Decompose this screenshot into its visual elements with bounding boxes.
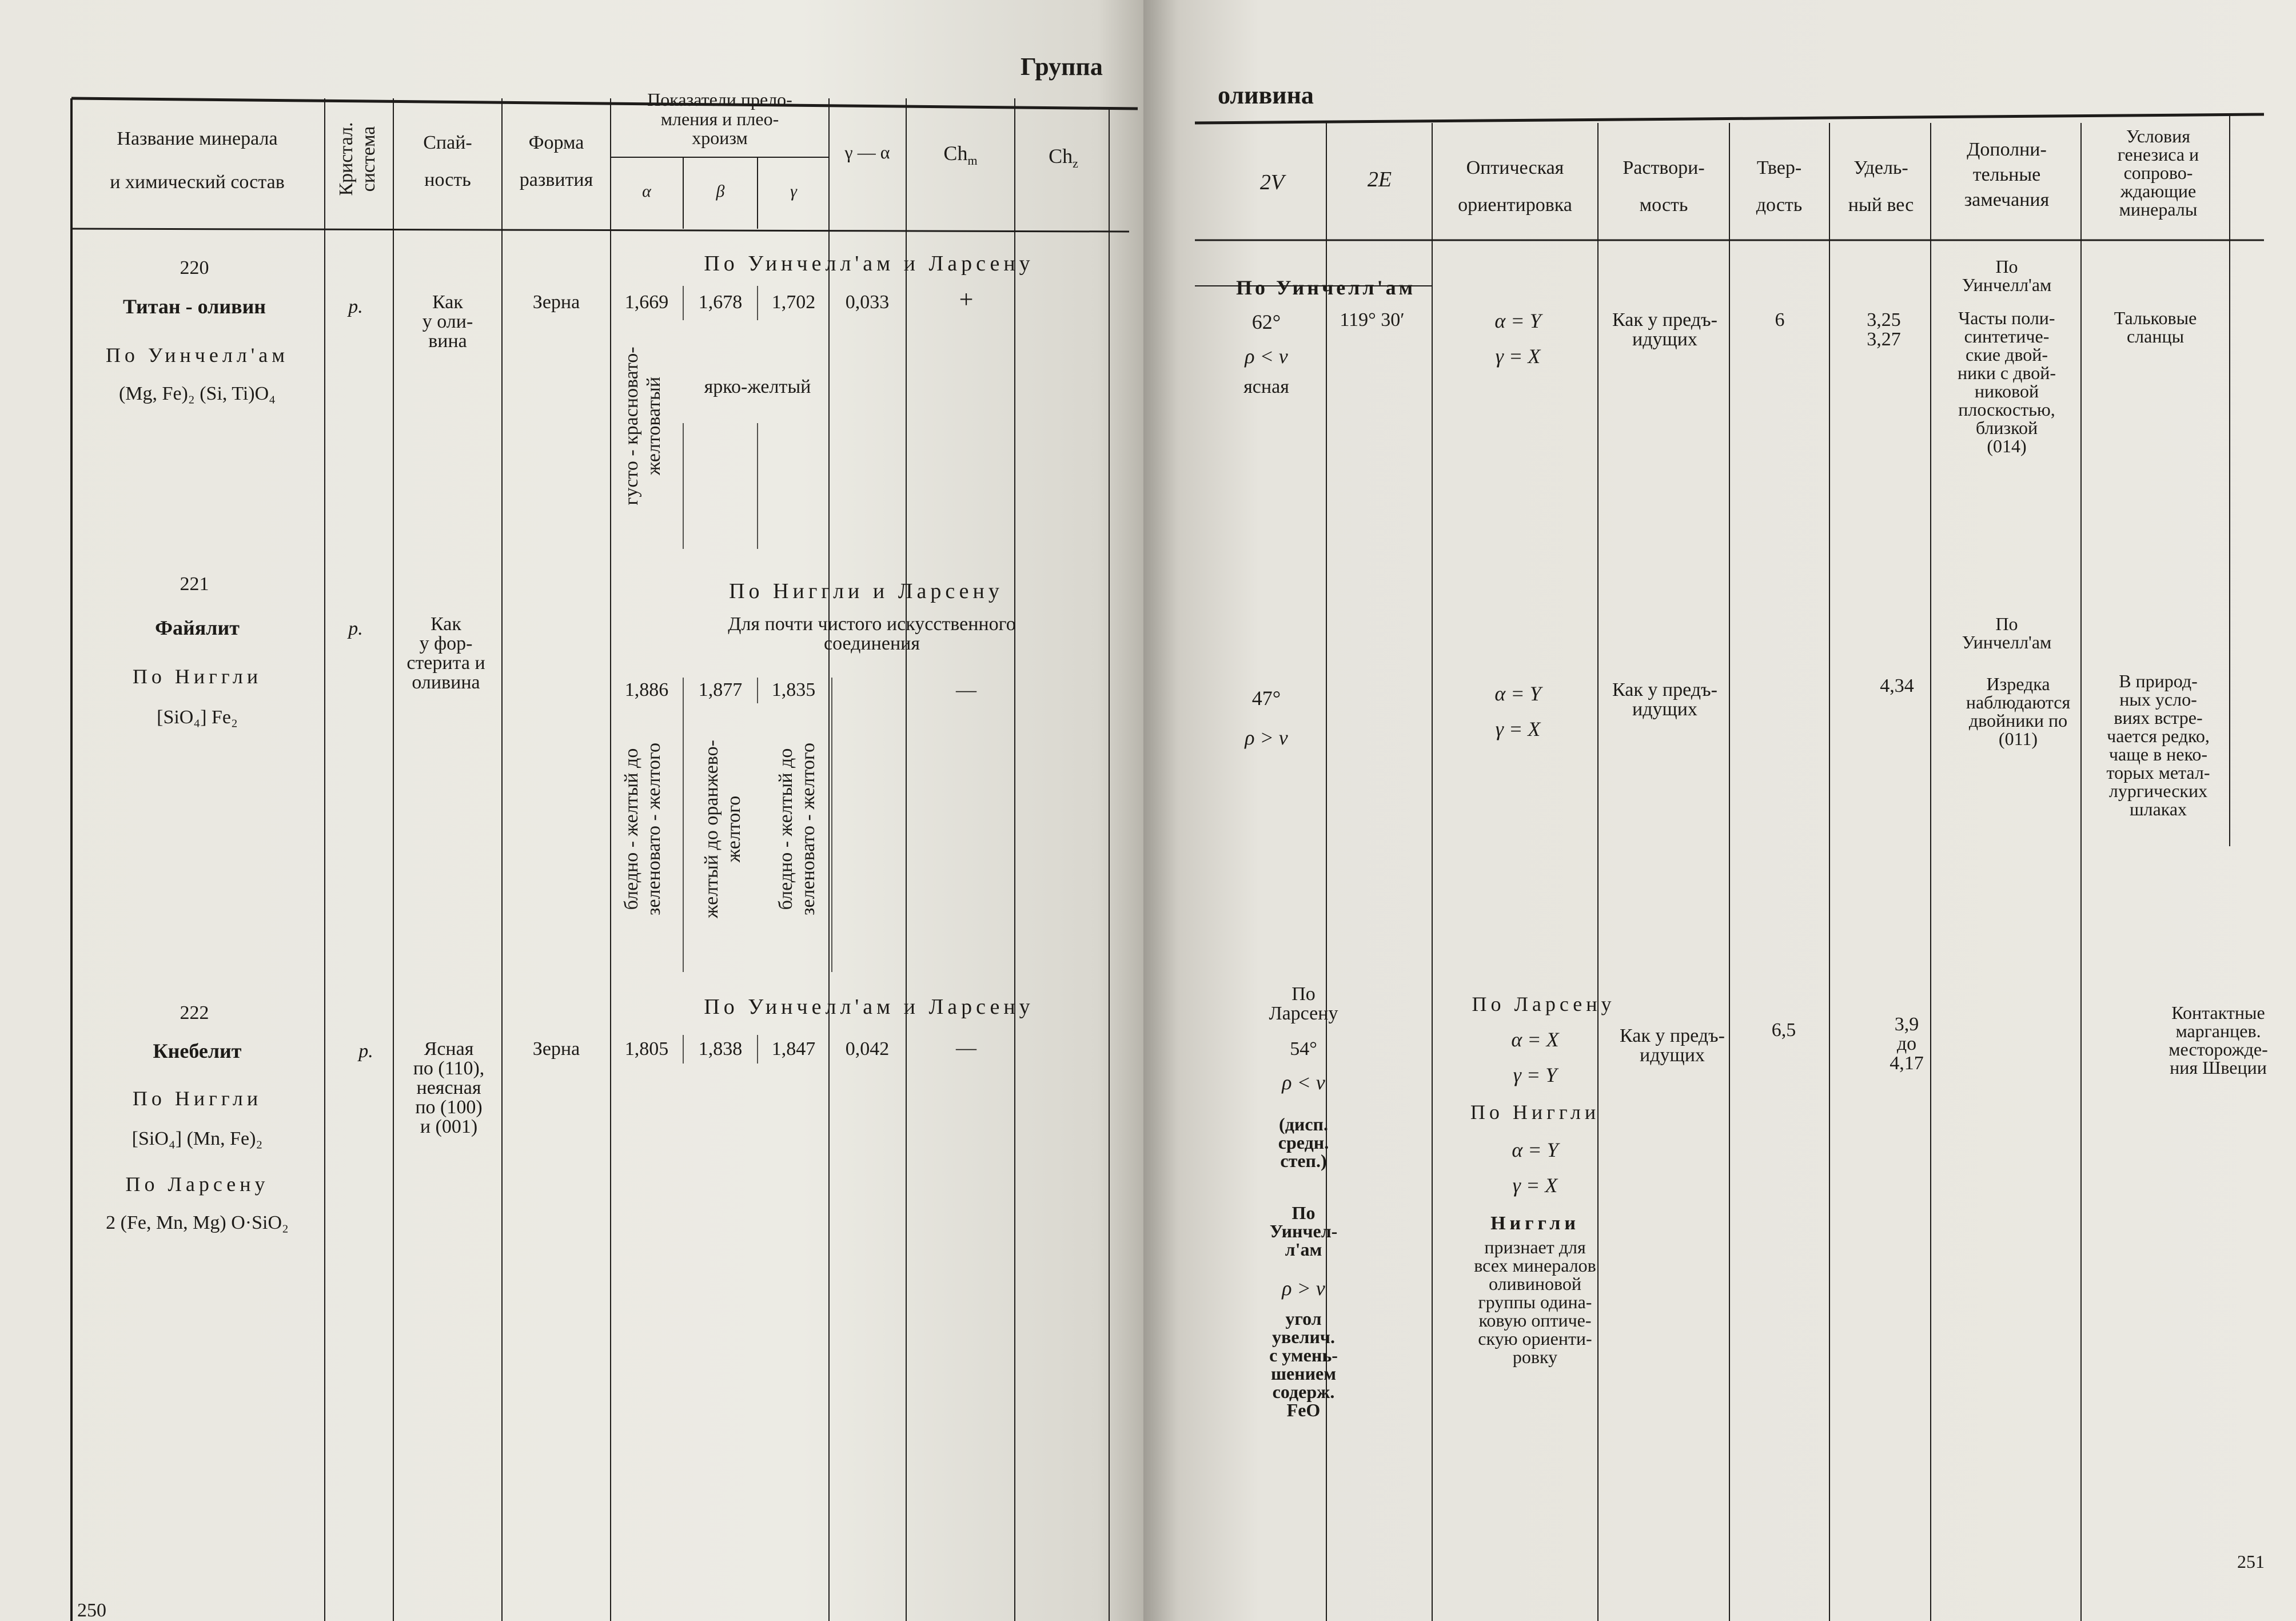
group-title-right: оливина xyxy=(1218,81,1314,109)
mineral-221-dispersion: ρ > v xyxy=(1245,726,1288,749)
mineral-221-name: Файялит xyxy=(155,616,240,639)
header-name-line2: и химический состав xyxy=(110,172,285,193)
mineral-220-birefringence: 0,033 xyxy=(845,292,890,313)
mineral-221-density: 4,34 xyxy=(1880,675,1914,696)
header-chz: $Ch_z$ xyxy=(1049,145,1078,171)
mineral-220-notes-source: По Уинчелл'ам xyxy=(1962,256,2052,295)
mineral-220-notes: Часты поли- синтетиче- ские двой- ники с двой- никовой плоскостью, близкой (014) xyxy=(1957,308,2056,456)
header-solubility: Раствори- мость xyxy=(1623,157,1705,216)
mineral-220-pleochroism-alpha: густо - красновато- желтоватый xyxy=(621,346,665,505)
left-table-rules xyxy=(0,0,1143,1621)
mineral-222-beta: 1,838 xyxy=(698,1038,743,1060)
mineral-222-source: По Ниггли xyxy=(132,1087,262,1110)
mineral-222-section-source: По Уинчелл'ам и Ларсену xyxy=(704,995,1034,1019)
mineral-220-formula: (Mg, Fe)₂ (Si, Ti)O₄ xyxy=(118,383,276,404)
mineral-222-chm: — xyxy=(956,1036,976,1059)
mineral-221-formula: [SiO₄] Fe₂ xyxy=(157,707,238,728)
mineral-221-section-note: Для почти чистого искусственного соединения xyxy=(728,614,1016,654)
mineral-221-section-source: По Ниггли и Ларсену xyxy=(729,579,1003,603)
mineral-221-source: По Ниггли xyxy=(132,665,262,688)
header-genesis: Условия генезиса и сопрово- ждающие минералы xyxy=(2117,126,2199,220)
mineral-222-dispersion-b: ρ > v xyxy=(1282,1277,1325,1300)
mineral-220-pleochroism-beta: ярко-желтый xyxy=(704,376,811,397)
header-birefringence: γ — α xyxy=(844,142,890,162)
header-beta: β xyxy=(716,182,725,201)
mineral-221-notes-source: По Уинчелл'ам xyxy=(1962,614,2052,652)
left-page xyxy=(0,0,1143,1621)
mineral-220-number: 220 xyxy=(180,257,209,278)
mineral-221-alpha: 1,886 xyxy=(624,679,669,700)
group-title-left: Группа xyxy=(1021,53,1103,81)
mineral-220-system: р. xyxy=(348,296,363,317)
mineral-220-source: По Уинчелл'ам xyxy=(105,344,289,367)
header-cleavage: Спай- ность xyxy=(423,132,472,190)
mineral-220-2e: 119° 30′ xyxy=(1340,309,1405,330)
mineral-220-alpha: 1,669 xyxy=(624,292,669,313)
header-gamma: γ xyxy=(790,182,797,201)
header-crystal-system: Кристал. система xyxy=(336,122,380,196)
mineral-221-number: 221 xyxy=(180,573,209,595)
mineral-222-optical-source-2: По Ниггли xyxy=(1470,1101,1600,1124)
mineral-222-solubility: Как у предъ- идущих xyxy=(1620,1025,1725,1066)
mineral-220-2v: 62° xyxy=(1251,310,1281,333)
mineral-222-number: 222 xyxy=(180,1002,209,1023)
header-alpha: α xyxy=(642,182,651,201)
mineral-220-form: Зерна xyxy=(532,292,580,313)
mineral-221-solubility: Как у предъ- идущих xyxy=(1612,679,1717,720)
mineral-221-pleochroism-alpha: бледно - желтый до зеленовато - желтого xyxy=(621,743,665,915)
mineral-222-source-2: По Ларсену xyxy=(125,1173,269,1196)
mineral-222-dispersion-note: (дисп. средн. степ.) xyxy=(1278,1114,1329,1171)
mineral-222-system: р. xyxy=(358,1041,373,1062)
header-notes: Дополни- тельные замечания xyxy=(1964,139,2050,211)
mineral-221-pleochroism-gamma: бледно - желтый до зеленовато - желтого xyxy=(775,743,819,915)
mineral-222-optical-source-3: Ниггли xyxy=(1490,1213,1580,1234)
mineral-222-form: Зерна xyxy=(532,1038,580,1060)
mineral-220-cleavage: Как у оли- вина xyxy=(422,292,473,352)
mineral-222-formula: [SiO₄] (Mn, Fe)₂ xyxy=(131,1128,263,1149)
mineral-221-chm: — xyxy=(956,678,976,701)
mineral-222-formula-2: 2 (Fe, Mn, Mg) O·SiO₂ xyxy=(106,1212,289,1233)
header-name-line1: Название минерала xyxy=(117,128,278,149)
mineral-222-optical-source-1: По Ларсену xyxy=(1472,993,1616,1015)
mineral-222-optical-3: α = Y xyxy=(1512,1138,1558,1161)
mineral-221-gamma: 1,835 xyxy=(771,679,816,700)
header-2e: 2E xyxy=(1367,168,1392,192)
mineral-221-cleavage: Как у фор- стерита и оливина xyxy=(406,614,485,693)
mineral-220-name: Титан - оливин xyxy=(122,295,266,318)
header-2v: 2V xyxy=(1259,170,1285,194)
mineral-222-dispersion: ρ < v xyxy=(1282,1071,1325,1094)
mineral-221-notes: Изредка наблюдаются двойники по (011) xyxy=(1966,674,2071,749)
mineral-222-optical-2: γ = Y xyxy=(1513,1064,1557,1086)
mineral-222-angle-note: угол увелич. с умень- шением содерж. FeO xyxy=(1269,1308,1338,1420)
mineral-222-right-source: По Ларсену xyxy=(1269,983,1338,1024)
mineral-222-2v: 54° xyxy=(1290,1038,1317,1060)
mineral-220-optical-1: α = Y xyxy=(1494,309,1541,332)
mineral-220-genesis: Тальковые сланцы xyxy=(2114,308,2197,346)
mineral-220-solubility: Как у предъ- идущих xyxy=(1612,309,1717,350)
mineral-222-hardness: 6,5 xyxy=(1771,1019,1796,1041)
mineral-222-gamma: 1,847 xyxy=(771,1038,816,1060)
mineral-220-density: 3,25 3,27 xyxy=(1867,309,1901,350)
header-chm: $Ch_m$ xyxy=(943,142,978,168)
mineral-220-chm: + xyxy=(959,285,974,313)
mineral-222-optical-note: признает для всех минералов оливиновой группы одина- ковую оптиче- скую ориенти- ровку xyxy=(1474,1237,1596,1367)
mineral-222-name: Кнебелит xyxy=(153,1039,242,1062)
header-density: Удель- ный вес xyxy=(1848,157,1914,216)
mineral-221-2v: 47° xyxy=(1251,687,1281,710)
mineral-222-genesis: Контактные марганцев. месторожде- ния Швеции xyxy=(2169,1002,2268,1078)
mineral-222-cleavage: Ясная по (110), неясная по (100) и (001) xyxy=(413,1038,485,1137)
mineral-222-optical-4: γ = X xyxy=(1512,1174,1558,1197)
mineral-221-optical-1: α = Y xyxy=(1494,682,1541,705)
header-refraction: Показатели прело- мления и плео- хроизм xyxy=(647,89,792,149)
mineral-221-system: р. xyxy=(348,618,363,639)
mineral-220-dispersion-note: ясная xyxy=(1243,376,1289,397)
mineral-222-density: 3,9 до 4,17 xyxy=(1890,1014,1924,1074)
mineral-220-optical-2: γ = X xyxy=(1495,345,1541,368)
page-number-right: 251 xyxy=(2237,1551,2265,1572)
mineral-221-genesis: В природ- ных усло- виях встре- чается редко, чаще в неко- торых метал- лургических шлаках xyxy=(2106,671,2210,819)
mineral-222-alpha: 1,805 xyxy=(624,1038,669,1060)
header-optical-orientation: Оптическая ориентировка xyxy=(1458,157,1572,216)
header-hardness: Твер- дость xyxy=(1756,157,1803,216)
mineral-220-gamma: 1,702 xyxy=(771,292,816,313)
mineral-221-pleochroism-beta: желтый до оранжево- желтого xyxy=(701,740,745,918)
right-page xyxy=(1143,0,2296,1621)
mineral-222-source-b: По Уинчел- л'ам xyxy=(1269,1202,1338,1260)
mineral-220-section-source: По Уинчелл'ам и Ларсену xyxy=(704,252,1034,276)
page-number-left: 250 xyxy=(77,1600,106,1621)
mineral-220-right-source: По Уинчелл'ам xyxy=(1236,276,1416,299)
header-form: Форма развития xyxy=(519,132,593,190)
mineral-220-beta: 1,678 xyxy=(698,292,743,313)
mineral-220-dispersion: ρ < v xyxy=(1245,345,1288,368)
mineral-222-birefringence: 0,042 xyxy=(845,1038,890,1060)
mineral-221-beta: 1,877 xyxy=(698,679,743,700)
mineral-220-hardness: 6 xyxy=(1775,309,1785,330)
mineral-222-optical-1: α = X xyxy=(1511,1028,1559,1051)
mineral-221-optical-2: γ = X xyxy=(1495,718,1541,740)
